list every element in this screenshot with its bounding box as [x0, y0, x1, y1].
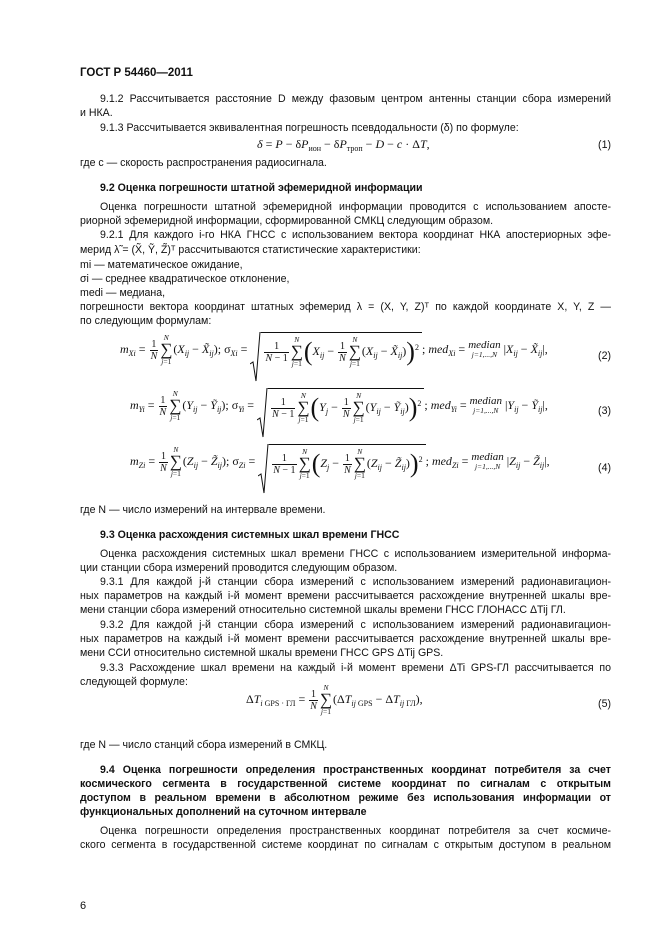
text-line: Оценка погрешности определения пространственных координат потребителя за счет космиче- — [100, 825, 611, 837]
text-line: мерид λ̃ = (X̃, Ỹ, Z̃)ᵀ рассчитываются статистические характеристики: — [80, 244, 421, 256]
text-line: 9.4 Оценка погрешности определения пространственных координат потребителя за счет — [100, 764, 611, 776]
text-line: medi — медиана, — [80, 287, 166, 299]
text-line: Оценка погрешности штатной эфемеридной информации проводится с использованием апосте- — [100, 201, 611, 213]
equation-number: (3) — [598, 405, 611, 417]
text-line: и НКА. — [80, 107, 113, 119]
text-line: mi — математическое ожидание, — [80, 259, 243, 271]
text-line: ных параметров на каждый i-й момент времени рассчитывается расхождение внутренней шкалы вре- — [80, 633, 611, 645]
text-line: 9.3.2 Для каждой j-й станции сбора измерений с использованием измерений радионавигацион- — [100, 619, 611, 631]
text-line: Оценка расхождения системных шкал времени ГНСС с использованием измерительной информа- — [100, 548, 611, 560]
text-line: ского сегмента в государственной системе координат по сигналам с открытым доступом в реальном — [80, 839, 611, 851]
text-line: ции станции сбора измерений проводится следующим образом. — [80, 562, 398, 574]
text-line: мени ССИ относительно системной шкалы времени ГНСС GPS ΔTij GPS. — [80, 647, 444, 659]
text-line: 9.3.3 Расхождение шкал времени на каждый i-й момент времени ΔTi GPS-ГЛ рассчитывается по — [100, 662, 611, 674]
formula-4: $m_{Zi}$ = $\frac{1}{N}$ N ∑ $j=1(Z_{ij}$ − $Z̃_{ij}$); $\sigma_{Zi}$ = $\frac{1}{N - 1}$ N ∑ $j=1(Z_j$ − $\frac{1}{N}$ N ∑ $j=1(Z_{ij}$ − $Z̃_{ij}))^2$ ; med$_{Zi}$ = median j=1,...,N $|Z_{ij}$ − $Z̃_{ij}|$, — [130, 444, 550, 480]
document-header: ГОСТ Р 54460—2011 — [80, 67, 193, 79]
text-line: σi — среднее квадратическое отклонение, — [80, 273, 290, 285]
formula-1-text — [0, 0, 1, 1]
formula-3: $m_{Yi}$ = $\frac{1}{N}$ N ∑ $j=1(Y_{ij}$ − Ỹ$_{ij}$); $\sigma_{Yi}$ = $\frac{1}{N - 1}$ N ∑ $j=1(Y_j$ − $\frac{1}{N}$ N ∑ $j=1(Y_{ij}$ − Ỹ$_{ij}$))$^2$ ; med$_{Yi}$ = median j=1,...,N $|Y_{ij}$ − Ỹ$_{ij}$|, — [130, 388, 548, 424]
text-line: доступом в реальном времени в абсолютном режиме без использования информации от — [80, 792, 611, 804]
text-line: мени станции сбора измерений относительно системной шкалы времени ГНСС ГЛОНАСС ΔTij ГЛ. — [80, 604, 566, 616]
text-line: космического сегмента в государственной системе координат по сигналам с открытым — [80, 778, 611, 790]
text-line: где N — число измерений на интервале времени. — [80, 504, 326, 516]
text-line: где N — число станций сбора измерений в СМКЦ. — [80, 739, 328, 751]
text-line: 9.3.1 Для каждой j-й станции сбора измерений с использованием измерений радионавигацион- — [100, 576, 611, 588]
text-line: по следующим формулам: — [80, 315, 212, 327]
text-line: 9.2 Оценка погрешности штатной эфемеридной информации — [100, 182, 423, 194]
formula-5: $\Delta T_{i GPS \cdot ГЛ}$ = $\frac{1}{N}$ N ∑ $j=1(\Delta T_{ij GPS} - \Delta T_{ij ГЛ})$, — [246, 683, 423, 716]
text-line: 9.2.1 Для каждого i-го НКА ГНСС с использованием вектора координат НКА апостериорных эфе- — [100, 229, 611, 241]
text-line: погрешности вектора координат штатных эфемерид λ = (X, Y, Z)ᵀ по каждой координате X, Y, Z — — [80, 301, 611, 313]
equation-number: (2) — [598, 350, 611, 362]
page-number: 6 — [80, 900, 87, 912]
text-line: следующей формуле: — [80, 676, 188, 688]
equation-number: (1) — [598, 139, 611, 151]
formula-1: $\delta = P - \delta P_{ион} - \delta P_{троп} - D - c \cdot \Delta T$, — [257, 137, 430, 153]
text-line: 9.3 Оценка расхождения системных шкал времени ГНСС — [100, 529, 400, 541]
text-line: 9.1.2 Рассчитывается расстояние D между фазовым центром антенны станции сбора измерений — [100, 93, 611, 105]
text-line: риорной эфемеридной информации, сформированной СМКЦ следующим образом. — [80, 215, 494, 227]
equation-number: (4) — [598, 462, 611, 474]
text-line: где c — скорость распространения радиосигнала. — [80, 157, 327, 169]
text-line: 9.1.3 Рассчитывается эквивалентная погрешность псевдодальности (δ) по формуле: — [100, 122, 519, 134]
text-line: функциональных дополнений на суточном интервале — [80, 806, 367, 818]
text-line: ных параметров на каждый i-й момент времени рассчитывается расхождение внутренней шкалы вре- — [80, 590, 611, 602]
formula-2: $m_{Xi}$ = $\frac{1}{N}$ N ∑ $j=1(X_{ij}$ − $X̃_{ij}$); $\sigma_{Xi}$ = $\frac{1}{N - 1}$ N ∑ $j=1(X_{ij}$ − $\frac{1}{N}$ N ∑ $j=1(X_{ij}$ − $X̃_{ij}))^2$ ; med$_{Xi}$ = median j=1,...,N $|X_{ij}$ − $X̃_{ij}|$, — [120, 332, 548, 368]
equation-number: (5) — [598, 698, 611, 710]
